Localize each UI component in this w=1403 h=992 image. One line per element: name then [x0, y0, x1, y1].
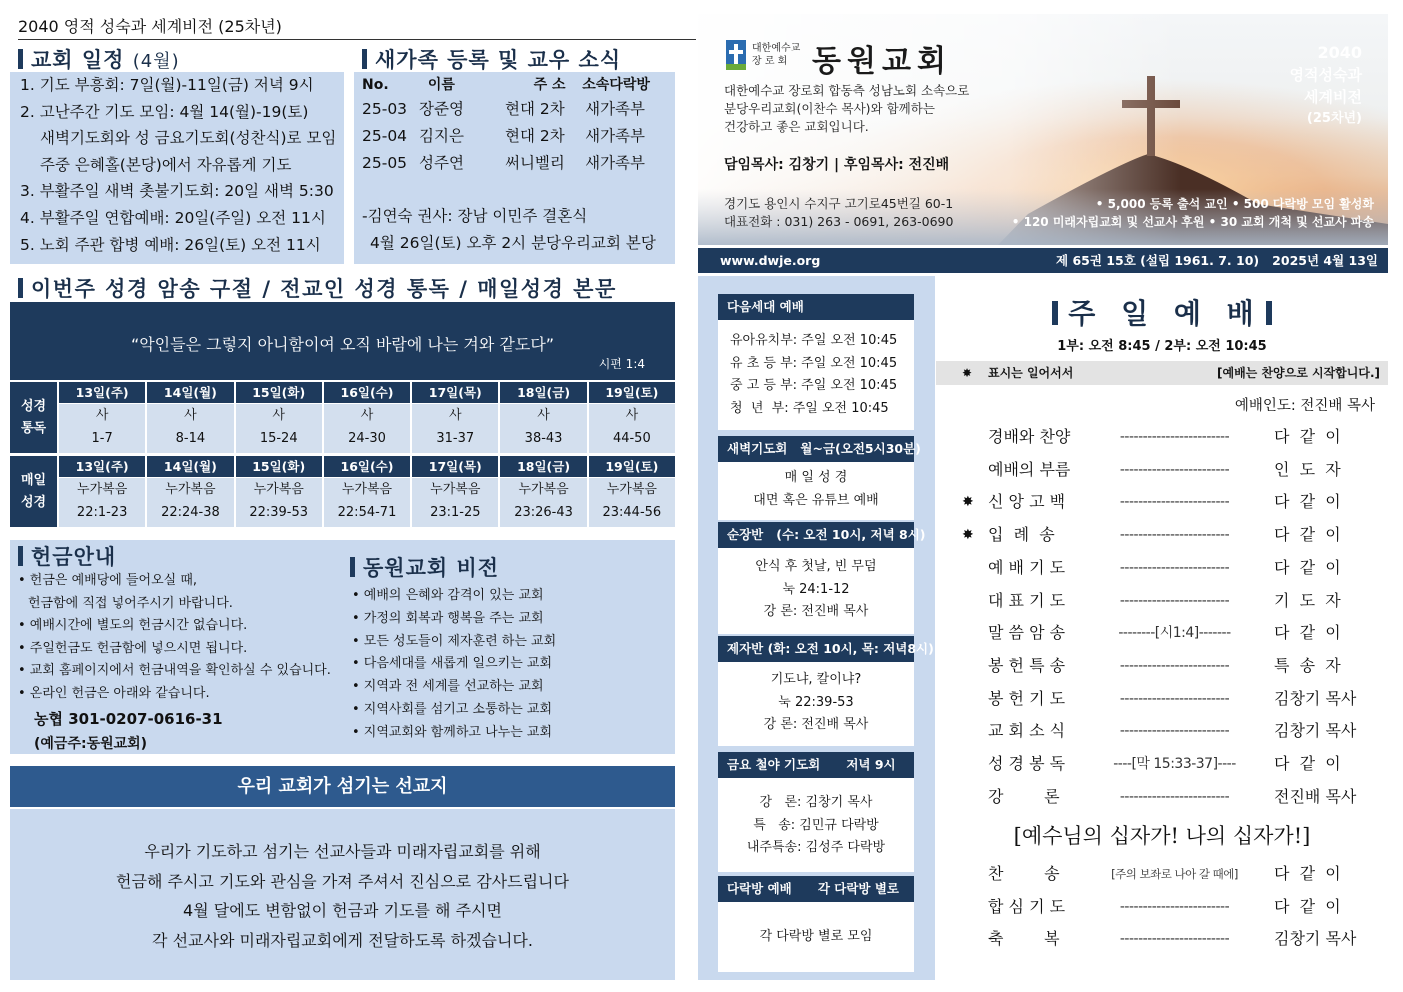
bank-account: 농협 301-0207-0616-31 — [34, 709, 223, 728]
worship-order — [936, 425, 1388, 815]
grid-day-header: 19일(토) — [589, 456, 675, 478]
order-item-detail: ------------------------ — [1119, 527, 1230, 544]
vision-item: • 다음세대를 새롭게 일으키는 교회 — [352, 656, 553, 672]
grid-book-cell: 누가복음 — [236, 478, 322, 501]
order-item-detail: ------------------------ — [1119, 592, 1230, 609]
worship-order-row — [936, 927, 1386, 951]
grid-chapter-cell: 24-30 — [324, 427, 410, 453]
grid-chapter-cell: 1-7 — [59, 427, 145, 453]
darak-body: 각 다락방 별로 모임 — [718, 902, 914, 972]
account-holder: (예금주:동원교회) — [34, 735, 148, 752]
title-bar — [362, 49, 367, 69]
church-address: 경기도 용인시 수지구 고기로45번길 60-1 대표전화 : 031) 263 - 0691, 263-0690 — [724, 196, 954, 229]
newcomers-title: 새가족 등록 및 교우 소식 — [362, 44, 621, 74]
worship-order-row — [936, 752, 1386, 776]
standing-star-icon: ✸ — [962, 366, 973, 380]
grid-day-header: 18일(금) — [500, 456, 586, 478]
table-row: 25-05 성주연 써니벨리 새가족부 — [362, 154, 645, 172]
order-item-person: 전진배 목사 — [1274, 786, 1357, 806]
order-item-detail: ------------------------ — [1119, 931, 1230, 947]
vision-list — [352, 585, 556, 745]
dawn-prayer-body: 매 일 성 경 대면 혹은 유튜브 예배 — [718, 462, 914, 520]
col-name: 이름 — [427, 77, 455, 93]
order-item-detail: ------------------------ — [1119, 898, 1230, 915]
grid-chapter-cell: 22:24-38 — [147, 501, 233, 527]
order-item-name: 찬 송 — [988, 864, 1060, 883]
worship-order-row — [936, 785, 1386, 809]
worship-order-row — [936, 719, 1386, 743]
vision-item: • 지역사회를 섬기고 소통하는 교회 — [352, 701, 553, 717]
disciple-class-body: 기도냐, 칼이냐? 눅 22:39-53 강 론: 전진배 목사 — [718, 662, 914, 746]
order-item-person: 특 송 자 — [1274, 655, 1341, 675]
worship-order-row — [936, 654, 1386, 678]
grid-chapter-cell: 22:1-23 — [59, 501, 145, 527]
schedule-item: 새벽기도회와 성 금요기도회(성찬식)로 모임 — [40, 129, 337, 148]
weekly-schedule — [718, 294, 934, 972]
order-item-person: 다 같 이 — [1274, 525, 1341, 545]
offering-list — [18, 570, 331, 756]
schedule-title: 교회 일정 (4월) — [18, 44, 180, 74]
mission-box — [10, 809, 675, 980]
worship-times: 1부: 오전 8:45 / 2부: 오전 10:45 — [1057, 339, 1267, 354]
header-left — [18, 14, 696, 40]
verse-reference: 시편 1:4 — [598, 357, 645, 371]
table-row: 25-04 김지은 현대 2차 새가족부 — [362, 127, 645, 145]
news-line: -김연숙 권사: 장남 이민주 결혼식 — [362, 207, 588, 225]
title-bar — [1052, 301, 1058, 325]
order-item-person: 다 같 이 — [1274, 864, 1341, 883]
order-item-name: 예배의 부름 — [988, 459, 1071, 479]
offering-item: • 교회 홈페이지에서 헌금내역을 확인하실 수 있습니다. — [18, 663, 331, 679]
schedule-item: 2. 고난주간 기도 모임: 4월 14(월)-19(토) — [20, 102, 309, 121]
banner — [698, 14, 1388, 245]
order-item-person: 인 도 자 — [1274, 459, 1341, 479]
news-line: 4월 26일(토) 오후 2시 분당우리교회 본당 — [370, 233, 656, 252]
vision-title: 동원교회 비전 — [350, 552, 499, 582]
schedule-item: 4. 부활주일 연합예배: 20일(주일) 오전 11시 — [20, 208, 326, 227]
offering-title: 헌금안내 — [18, 541, 116, 571]
worship-order-row — [936, 589, 1386, 613]
order-item-name: 성 경 봉 독 — [988, 754, 1066, 773]
grid-book-cell: 누가복음 — [59, 478, 145, 501]
order-item-name: 교 회 소 식 — [988, 721, 1066, 741]
order-item-person: 다 같 이 — [1274, 557, 1341, 577]
grid-chapter-cell: 31-37 — [412, 427, 498, 453]
grid-row-label: 성경 통독 — [10, 382, 57, 453]
order-item-name: 봉 헌 기 도 — [988, 688, 1066, 708]
church-stats: • 5,000 등록 출석 교인 • 500 다락방 모임 활성화 • 120 미래자립교회 및 선교사 후원 • 30 교회 개척 및 선교사 파송 — [1011, 197, 1374, 229]
church-name: 동원교회 — [812, 44, 952, 79]
order-item-detail: ----[막 15:33-37]---- — [1113, 756, 1236, 772]
grid-book-cell: 누가복음 — [324, 478, 410, 501]
mission-title: 우리 교회가 섬기는 선교지 — [237, 776, 448, 797]
order-item-name: 경배와 찬양 — [988, 427, 1071, 446]
schedule-item: 1. 기도 부흥회: 7일(월)-11일(금) 저녁 9시 — [20, 76, 314, 94]
grid-chapter-cell: 23:44-56 — [589, 501, 675, 527]
grid-row-label: 매일 성경 — [10, 456, 57, 527]
grid-chapter-cell: 22:54-71 — [324, 501, 410, 527]
worship-order-row — [936, 862, 1386, 886]
newcomers-box — [354, 72, 675, 264]
newcomers-header — [362, 74, 675, 96]
grid-chapter-cell: 23:1-25 — [412, 501, 498, 527]
grid-chapter-cell: 22:39-53 — [236, 501, 322, 527]
grid-book-cell: 사 — [324, 404, 410, 427]
church-logo-icon — [726, 40, 746, 70]
vision-item: • 모든 성도들이 제자훈련 하는 교회 — [352, 633, 557, 649]
order-item-name: 강 론 — [988, 786, 1060, 806]
vision-item: • 지역교회와 함께하고 나누는 교회 — [352, 724, 553, 740]
order-item-name: 합 심 기 도 — [988, 896, 1066, 916]
grid-day-header: 15일(화) — [236, 456, 322, 478]
order-item-name: 예 배 기 도 — [988, 557, 1066, 577]
order-item-detail: ------------------------ — [1119, 723, 1230, 740]
worship-order-row — [936, 458, 1386, 482]
title-bar — [350, 557, 355, 577]
col-no: No. — [362, 77, 389, 93]
standing-star-icon: ✸ — [962, 527, 974, 544]
grid-book-cell: 사 — [147, 404, 233, 427]
darak-title: 다락방 예배 각 다락방 별로 — [718, 876, 914, 902]
title-bar — [18, 546, 23, 566]
col-address: 주 소 — [533, 77, 566, 93]
order-item-detail: ------------------------ — [1119, 429, 1230, 445]
offering-item: • 주일헌금도 헌금함에 넣으시면 됩니다. — [18, 640, 248, 656]
standing-note: ✸ 표시는 일어서서 [예배는 찬양으로 시작합니다.] — [936, 361, 1388, 385]
worship-order-row — [936, 425, 1386, 449]
website-link[interactable]: www.dwje.org — [720, 253, 821, 268]
standing-star-icon: ✸ — [962, 494, 974, 511]
title-bar — [18, 49, 23, 69]
mission-line: 우리가 기도하고 섬기는 선교사들과 미래자립교회를 위해 — [144, 842, 541, 861]
grid-book-cell: 사 — [59, 404, 145, 427]
order-item-detail: [주의 보좌로 나아 갈 때에] — [1111, 867, 1238, 881]
sermon-title: [예수님의 십자가! 나의 십자가!] — [1013, 824, 1311, 848]
order-item-name: 신 앙 고 백 — [988, 492, 1066, 512]
grid-day-header: 13일(주) — [59, 382, 145, 404]
order-item-detail: ------------------------ — [1119, 461, 1230, 478]
order-item-detail: ------------------------ — [1119, 788, 1230, 805]
order-item-detail: ------------------------ — [1119, 657, 1230, 674]
order-item-person: 기 도 자 — [1274, 590, 1341, 610]
grid-chapter-cell: 8-14 — [147, 427, 233, 453]
schedule-item: 5. 노회 주관 합병 예배: 26일(토) 오전 11시 — [20, 235, 321, 254]
worship-order-row — [936, 556, 1386, 580]
reading-grid — [10, 382, 675, 453]
mission-title-bar — [10, 766, 675, 807]
schedule-item: 3. 부활주일 새벽 촛불기도회: 20일 새벽 5:30 — [20, 182, 334, 201]
order-item-person: 다 같 이 — [1274, 896, 1341, 916]
order-item-name: 대 표 기 도 — [988, 590, 1066, 610]
order-item-person: 다 같 이 — [1274, 492, 1341, 512]
grid-day-header: 16일(수) — [324, 382, 410, 404]
order-item-person: 김창기 목사 — [1274, 721, 1357, 741]
disciple-class-title: 제자반 (화: 오전 10시, 목: 저녁8시) — [718, 636, 914, 662]
grid-chapter-cell: 15-24 — [236, 427, 322, 453]
order-item-detail: ------------------------ — [1119, 559, 1230, 576]
pastors: 담임목사: 김창기 | 후임목사: 전진배 — [724, 157, 950, 173]
schedule-box — [10, 72, 344, 264]
table-row: 25-03 장준영 현대 2차 새가족부 — [362, 100, 645, 118]
grid-book-cell: 사 — [412, 404, 498, 427]
verse-box — [10, 302, 675, 380]
grid-day-header: 18일(금) — [500, 382, 586, 404]
grid-book-cell: 누가복음 — [147, 478, 233, 501]
issue-info: 제 65권 15호 (설립 1961. 7. 10) 2025년 4월 13일 — [1056, 253, 1378, 268]
nextgen-body: 유아유치부: 주일 오전 10:45 유 초 등 부: 주일 오전 10:45 중 고 등 부: 주일 오전 10:45 청 년 부: 주일 오전 10:45 — [718, 320, 914, 430]
schedule-month: (4월) — [132, 51, 180, 72]
worship-order-row — [936, 895, 1386, 919]
grid-day-header: 14일(월) — [147, 456, 233, 478]
grid-day-header: 14일(월) — [147, 382, 233, 404]
soonjang-body: 안식 후 첫날, 빈 무덤 눅 24:1-12 강 론: 전진배 목사 — [718, 548, 914, 634]
order-item-person: 다 같 이 — [1274, 623, 1341, 643]
vision-item: • 지역과 전 세계를 선교하는 교회 — [352, 679, 544, 695]
worship-leader: 예배인도: 전진배 목사 — [1234, 398, 1375, 414]
church-description: 대한예수교 장로회 합동측 성남노회 소속으로 분당우리교회(이찬수 목사)와 함께하는 건강하고 좋은 교회입니다. — [724, 83, 970, 134]
mission-line: 각 선교사와 미래자립교회에게 전달하도록 하겠습니다. — [152, 930, 533, 950]
title-bar — [1266, 301, 1272, 325]
vision-badge: 2040 영적성숙과 세계비전 (25차년) — [1289, 43, 1362, 126]
friday-prayer-title: 금요 철야 기도회 저녁 9시 — [718, 752, 914, 778]
grid-book-cell: 사 — [500, 404, 586, 427]
grid-chapter-cell: 23:26-43 — [500, 501, 586, 527]
order-item-person: 김창기 목사 — [1274, 929, 1357, 948]
mission-line: 헌금해 주시고 기도와 관심을 가져 주셔서 진심으로 감사드립니다 — [116, 871, 569, 891]
worship-order-row — [936, 490, 1386, 514]
grid-book-cell: 누가복음 — [589, 478, 675, 501]
title-bar — [18, 278, 23, 298]
offering-item: • 온라인 헌금은 아래와 같습니다. — [18, 685, 210, 701]
offering-item: 헌금함에 직접 넣어주시기 바랍니다. — [28, 595, 233, 611]
col-group: 소속다락방 — [582, 77, 650, 93]
worship-title: 주 일 예 배 — [936, 292, 1388, 332]
order-item-person: 다 같 이 — [1274, 754, 1341, 773]
offering-item: • 헌금은 예배당에 들어오실 때, — [18, 573, 198, 588]
order-item-name: 축 복 — [988, 929, 1060, 948]
grid-day-header: 15일(화) — [236, 382, 322, 404]
grid-book-cell: 사 — [236, 404, 322, 427]
mission-line: 4월 달에도 변함없이 헌금과 기도를 해 주시면 — [183, 901, 502, 920]
worship-order-row — [936, 523, 1386, 547]
info-strip — [698, 248, 1388, 273]
worship-order-closing — [936, 862, 1388, 962]
worship-order-row — [936, 621, 1386, 645]
grid-day-header: 17일(목) — [412, 456, 498, 478]
vision-item: • 가정의 회복과 행복을 주는 교회 — [352, 610, 544, 626]
friday-prayer-body: 강 론: 김창기 목사 특 송: 김민규 다락방 내주특송: 김성주 다락방 — [718, 778, 914, 872]
memory-verse: “악인들은 그렇지 아니함이여 오직 바람에 나는 겨와 같도다” — [130, 335, 555, 354]
daily-grid — [10, 456, 675, 527]
order-item-detail: ------------------------ — [1119, 494, 1230, 511]
order-item-detail: --------[시1:4]------- — [1118, 625, 1231, 642]
soonjang-title: 순장반 (수: 오전 10시, 저녁 8시) — [718, 522, 914, 548]
bible-grid — [10, 382, 675, 527]
grid-book-cell: 사 — [589, 404, 675, 427]
order-item-name: 봉 헌 특 송 — [988, 655, 1066, 675]
grid-chapter-cell: 44-50 — [589, 427, 675, 453]
grid-day-header: 17일(목) — [412, 382, 498, 404]
denomination-label: 대한예수교 장 로 회 — [752, 43, 801, 67]
dawn-prayer-title: 새벽기도회 월~금(오전5시30분) — [718, 436, 914, 462]
grid-chapter-cell: 38-43 — [500, 427, 586, 453]
schedule-item: 주중 은혜홀(본당)에서 자유롭게 기도 — [40, 155, 292, 174]
worship-order-row — [936, 687, 1386, 711]
order-item-name: 말 씀 암 송 — [988, 623, 1066, 643]
order-item-name: 입 례 송 — [988, 525, 1055, 545]
grid-book-cell: 누가복음 — [412, 478, 498, 501]
vision-item: • 예배의 은혜와 감격이 있는 교회 — [352, 588, 544, 603]
grid-day-header: 16일(수) — [324, 456, 410, 478]
nextgen-title: 다음세대 예배 — [718, 294, 914, 320]
offering-item: • 예배시간에 별도의 헌금시간 없습니다. — [18, 618, 248, 634]
order-item-person: 다 같 이 — [1274, 427, 1341, 446]
grid-day-header: 13일(주) — [59, 456, 145, 478]
grid-day-header: 19일(토) — [589, 382, 675, 404]
grid-book-cell: 누가복음 — [500, 478, 586, 501]
header-left-text: 2040 영적 성숙과 세계비전 (25차년) — [18, 17, 282, 36]
bible-title: 이번주 성경 암송 구절 / 전교인 성경 통독 / 매일성경 본문 — [18, 273, 617, 303]
order-item-detail: ------------------------ — [1119, 690, 1230, 707]
order-item-person: 김창기 목사 — [1274, 688, 1357, 708]
